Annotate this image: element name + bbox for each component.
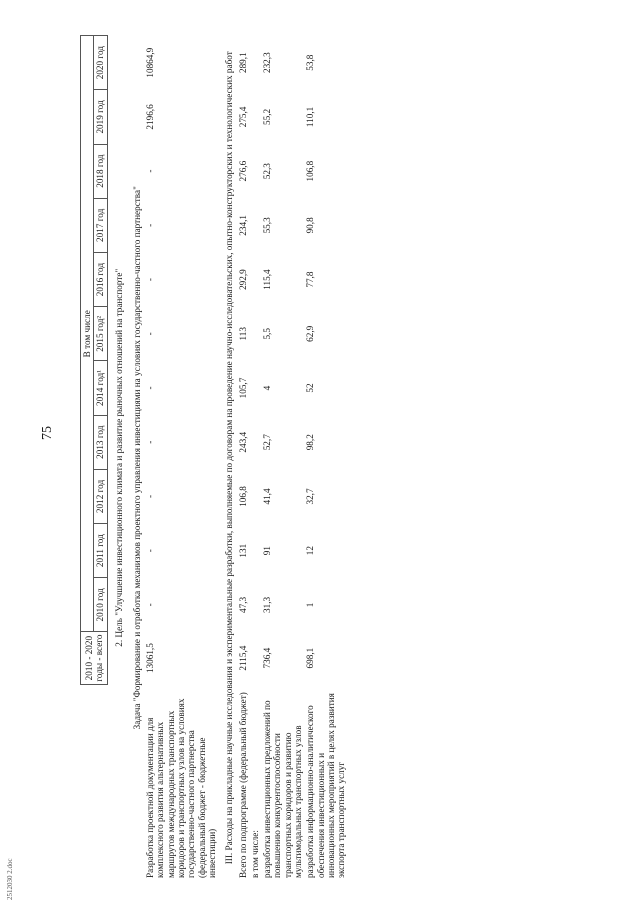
row-value xyxy=(249,469,261,523)
row-value: - xyxy=(145,278,156,282)
header-year: 2012 год xyxy=(94,469,107,523)
goal-title xyxy=(107,36,126,881)
row-value: 234,1 xyxy=(237,215,248,236)
table-row xyxy=(249,36,261,881)
row-value: 131 xyxy=(237,543,248,558)
task-title-text: Задача "Формирование и отработка механизмов проектного управления инвестициями на условиях государственно-частного партнерства" xyxy=(131,186,142,730)
row-value: 289,1 xyxy=(237,52,248,73)
row-value: 62,9 xyxy=(305,325,316,342)
row-value xyxy=(249,252,261,306)
header-year: 2013 год xyxy=(94,415,107,469)
row-value xyxy=(249,415,261,469)
header-year: 2011 год xyxy=(94,524,107,578)
row-value: 106,8 xyxy=(305,160,316,182)
row-value: 52 xyxy=(305,383,316,393)
row-value: 292,9 xyxy=(237,269,248,290)
row-value: 55,3 xyxy=(262,217,273,234)
table-row xyxy=(144,36,218,881)
row-value: 12 xyxy=(305,546,316,556)
row-value: - xyxy=(145,386,156,390)
row-value: 113 xyxy=(237,327,248,341)
row-value: - xyxy=(145,494,156,498)
table-row xyxy=(237,36,249,881)
row-value: 2115,4 xyxy=(237,645,248,671)
row-value: 41,4 xyxy=(262,488,273,505)
row-value: 106,8 xyxy=(237,486,248,507)
row-value: - xyxy=(145,169,156,173)
row-value xyxy=(249,632,261,684)
page-number: 75 xyxy=(40,426,55,440)
row-value: 90,8 xyxy=(305,217,316,234)
header-year: 2019 год xyxy=(94,90,107,144)
row-value xyxy=(249,307,261,361)
row-value: - xyxy=(145,440,156,444)
row-value: 47,3 xyxy=(237,596,248,613)
row-label: Разработка проектной документации для комплексного развития альтернативных маршрутов международных транспортных коридоров и транспортных узлов на условиях государственно-частного партнерства (федеральный бюджет - бюджетные инвестиции) xyxy=(145,698,217,878)
header-year: 2020 год xyxy=(94,36,107,90)
header-total: 2010 - 2020 годы - всего xyxy=(81,632,108,684)
row-value xyxy=(249,578,261,632)
header-in-total: В том числе xyxy=(81,36,94,633)
row-value: 53,8 xyxy=(305,54,316,71)
row-value: 13061,5 xyxy=(145,643,156,674)
row-value: - xyxy=(145,549,156,553)
row-value xyxy=(249,36,261,90)
row-value: 232,3 xyxy=(262,52,273,73)
row-value xyxy=(249,198,261,252)
row-value: 32,7 xyxy=(305,488,316,505)
row-value xyxy=(249,144,261,198)
row-value xyxy=(249,524,261,578)
header-year: 2010 год xyxy=(94,578,107,632)
row-value: 2196,6 xyxy=(145,104,156,130)
row-value: 110,1 xyxy=(305,106,316,128)
row-value: 736,4 xyxy=(262,647,273,669)
row-value: 115,4 xyxy=(262,269,273,290)
row-value: 275,4 xyxy=(237,106,248,128)
row-label: разработка инвестиционных предложений по повышению конкурентоспособности транспортных коридоров и развитию мультимодальных транспортных узлов xyxy=(262,700,304,878)
header-year: 2014 год¹ xyxy=(94,361,107,415)
row-label: Всего по подпрограмме (федеральный бюджет) xyxy=(237,692,248,878)
row-value: 5,5 xyxy=(262,328,273,340)
row-value: 31,3 xyxy=(262,596,273,613)
header-year: 2016 год xyxy=(94,252,107,306)
row-label: разработка информационно-аналитического обеспечения инвестиционных и инновационных мероприятий в целях развития экспорта транспортных услуг xyxy=(305,693,347,878)
row-value: 105,7 xyxy=(237,377,248,399)
row-value: - xyxy=(145,332,156,336)
section3-title xyxy=(218,36,236,881)
row-value xyxy=(249,361,261,415)
rotated-page-content xyxy=(80,25,640,880)
row-value xyxy=(249,90,261,144)
row-value: 98,2 xyxy=(305,434,316,451)
row-value: - xyxy=(145,603,156,607)
row-value: 4 xyxy=(262,385,273,391)
task-title xyxy=(126,36,144,881)
header-year: 2018 год xyxy=(94,144,107,198)
header-blank xyxy=(81,684,108,880)
document-id: 2512030 2.doc xyxy=(6,858,14,900)
row-label: в том числе: xyxy=(249,830,260,878)
row-value: 91 xyxy=(262,546,273,556)
row-value: 1 xyxy=(305,602,316,608)
budget-table xyxy=(80,35,348,880)
header-year: 2015 год² xyxy=(94,307,107,361)
row-value: 77,8 xyxy=(305,271,316,288)
section3-title-text: III. Расходы на прикладные научные исследования и экспериментальные разработки, выполняемые по договорам на проведение научно-исследовательских, опытно-конструкторских и технологических работ xyxy=(224,51,235,865)
row-value: 52,3 xyxy=(262,163,273,180)
goal-title-text: 2. Цель "Улучшение инвестиционного климата и развитие рыночных отношений на транспорте" xyxy=(113,268,124,647)
row-value: 52,7 xyxy=(262,434,273,451)
table-row xyxy=(304,36,347,881)
row-value: 10864,9 xyxy=(145,47,156,78)
row-value: 55,2 xyxy=(262,108,273,125)
header-year: 2017 год xyxy=(94,198,107,252)
row-value: - xyxy=(145,223,156,227)
row-value: 276,6 xyxy=(237,160,248,182)
row-value: 698,1 xyxy=(305,647,316,669)
row-value: 243,4 xyxy=(237,431,248,453)
table-row xyxy=(261,36,304,881)
